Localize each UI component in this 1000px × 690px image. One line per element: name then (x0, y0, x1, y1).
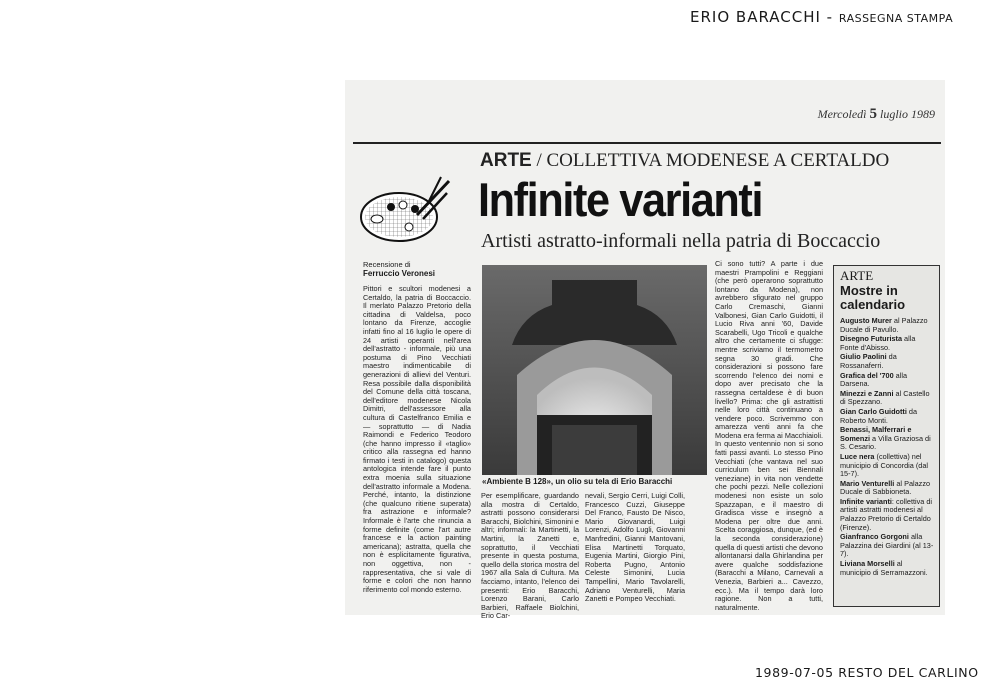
publication-date (818, 106, 935, 123)
sidebar-item-text: da Roberto Monti. (840, 406, 918, 425)
article-column-1: Pittori e scultori modenesi a Certaldo, la patria di Boccaccio. Il merlato Palazzo Pretorio della cittadina di Valdelsa, poco lontano da Firenze, accoglie infatti fino al 16 luglio le opere di 24 artisti operanti nell'area dell'astratto - informale, più una postuma di Pino Vecchiati maestro indimenticabile di generazioni di allievi del Venturi. Resa possibile dalla disponibilità del Comune della città toscana, dell'editore modenese Nicola Dimitri, dell'assessore alla cultura di Castelfranco Emilia e — soprattutto — di Nadia Raimondi e Federico Teodoro (che hanno impresso il «taglio» critico alla rassegna ed hanno firmato i testi in catalogo) questa antologica intende fare il punto extra moenia sulla situazione dell'astratto informale a Modena. Perché, intanto, la distinzione (che qualcuno ritiene superata) fra astrazione e informale? Informale è l'arte che rinuncia a forme definite (come l'art autre francese e la action painting americana); astratta, quella che non è esplicitamente figurativa, non oggettiva, non - rappresentativa, che si vale di forme e colori che non hanno riferimento col mondo esterno. (363, 284, 471, 594)
sidebar-item-text: al municipio di Serramazzoni. (840, 559, 928, 577)
sidebar-kicker: ARTE (840, 268, 874, 283)
sidebar-item-text: da Rossanaferri. (840, 352, 897, 370)
sidebar-item (840, 317, 935, 334)
top-rule (353, 142, 941, 144)
sidebar-item-text: al Palazzo Ducale di Sabbioneta. (840, 478, 931, 497)
date-day: 5 (869, 106, 877, 122)
sidebar-item (840, 408, 935, 425)
sidebar-item (840, 390, 935, 407)
sidebar-title: Mostre in calendario (840, 283, 906, 312)
sidebar-item-name: Augusto Murer (840, 316, 892, 325)
palette-brushes-icon (357, 175, 452, 245)
archive-header (690, 8, 953, 26)
sidebar-item-name: Grafica del '700 (840, 370, 894, 380)
sidebar-item-text: alla Fonte d'Abisso. (840, 334, 916, 352)
sidebar-item (840, 533, 935, 559)
sidebar-item-text: : collettiva di artisti astratti modenesi al Palazzo Pretorio di Certaldo (Firenze). (840, 496, 933, 532)
sidebar-item-name: Mario Venturelli (840, 478, 895, 488)
sidebar-item-text: (collettiva) nel municipio di Concordia (dal 15-7). (840, 451, 929, 479)
article-headline: Infinite varianti (478, 173, 763, 226)
sidebar-item (840, 560, 935, 577)
sidebar-item (840, 426, 935, 452)
date-suffix: luglio 1989 (876, 107, 935, 121)
byline-label: Recensione di (363, 260, 411, 269)
newspaper-clipping (345, 80, 945, 621)
sidebar-item-name: Benassi, Malferrari e Somenzi (840, 425, 912, 443)
archive-header-main: ERIO BARACCHI - (690, 8, 839, 26)
sidebar-item (840, 372, 935, 389)
sidebar-item-text: alla Darsena. (840, 370, 908, 389)
sidebar-item-name: Gianfranco Gorgoni (840, 532, 909, 542)
archive-footer: 1989-07-05 RESTO DEL CARLINO (755, 665, 979, 680)
article-column-2: Per esemplificare, guardando alla mostra di Certaldo, astratti possono considerarsi Baracchi, Biolchini, Simonini e altri; informali: la Martinetti, la Martini, la Zanetti e, soprattutto, il Vecchiati presente in questa postuma, quello della storica mostra del 1967 alla Sala di Cultura. Ma facciamo, intanto, l'elenco dei presenti: Erio Baracchi, Lorenzo Barani, Carlo Barbieri, Raffaele Biolchini, Erio Car- (481, 491, 579, 621)
sidebar-item (840, 498, 935, 532)
byline (363, 260, 473, 278)
sidebar-item (840, 480, 935, 497)
sidebar-item-name: Disegno Futurista (840, 334, 903, 344)
article-column-3: nevali, Sergio Cerri, Luigi Colli, Francesco Cuzzi, Giuseppe Del Franco, Fausto De Nisco, Mario Giovanardi, Luigi Lorenzi, Adolfo Lugli, Giovanni Manfredini, Gianni Mantovani, Elisa Martinetti Torquato, Eugenia Martini, Giorgio Pini, Roberta Pugno, Antonio Celeste Simonini, Lucia Tampellini, Mario Tavolarelli, Adriano Venturelli, Maria Zanetti e Pompeo Vecchiati. (585, 491, 685, 604)
byline-author: Ferruccio Veronesi (363, 269, 436, 278)
article-column-4: Ci sono tutti? A parte i due maestri Prampolini e Reggiani (che però operarono soprattutto lontano da Modena), non avrebbero sfigurato nel gruppo Carlo Cremaschi, Gianni Valbonesi, Gian Carlo Guidotti, il Lucio Riva anni '60, Davide Scarabelli, Ugo Tricoli e qualche altro che certamente ci sfugge: mentre scriviamo il termometro segna 30 gradi. Che considerazioni si possono fare scorrendo l'elenco dei nomi e dopo aver precisato che la rassegna certaldese è di buon livello? Prima: che gli astrattisti nelle loro città continuano a vendere poco. Scrivemmo con amarezza venti anni fa che Modena era ferma ai Macchiaioli. In questo ventennio non si sono fatti passi avanti. Lo stesso Pino Vecchiati (che vantava nel suo curriculum ben sei Biennali veneziane) in vita non vendette che pochi pezzi. Nelle collezioni modenesi non esiste un solo Spazzapan, e il maestro di Gradisca visse e insegnò a Modena per oltre due anni. Scelta coraggiosa, dunque, (ed è la seconda considerazione) quella di questi artisti che devono allontanarsi dalla Ghirlandina per avere qualche soddisfazione (Baracchi a Milano, Carnevali a Venezia, Barbieri a... Cavezzo, ecc.). Ma il tempo darà loro ragione. Non a tutti, naturalmente. (715, 259, 823, 612)
sidebar-item (840, 353, 935, 370)
archive-header-sub: RASSEGNA STAMPA (838, 12, 954, 25)
sidebar-item-name: Giulio Paolini (840, 352, 887, 362)
exhibitions-sidebar (833, 265, 940, 607)
photo-caption: «Ambiente B 128», un olio su tela di Erio Baracchi (482, 477, 673, 486)
sidebar-item-name: Infinite varianti (840, 496, 892, 506)
kicker-rest: / COLLETTIVA MODENESE A CERTALDO (531, 150, 890, 171)
sidebar-item-text: a Villa Graziosa di S. Cesario. (840, 433, 931, 452)
date-prefix: Mercoledì (817, 107, 870, 121)
sidebar-item (840, 335, 935, 352)
sidebar-item-name: Luce nera (840, 451, 875, 461)
kicker-section: ARTE (480, 150, 532, 171)
sidebar-item-text: al Palazzo Ducale di Pavullo. (840, 316, 928, 334)
sidebar-item-text: alla Palazzina dei Giardini (al 13-7). (840, 532, 934, 559)
article-kicker (480, 150, 889, 172)
sidebar-item-name: Liviana Morselli (840, 559, 895, 569)
article-subheadline: Artisti astratto-informali nella patria di Boccaccio (481, 230, 881, 252)
sidebar-item-name: Gian Carlo Guidotti (840, 406, 907, 416)
sidebar-item-name: Minezzi e Zanni (840, 388, 894, 398)
artwork-photo (482, 265, 707, 475)
sidebar-item-text: al Castello di Spezzano. (840, 388, 930, 407)
sidebar-item (840, 453, 935, 479)
